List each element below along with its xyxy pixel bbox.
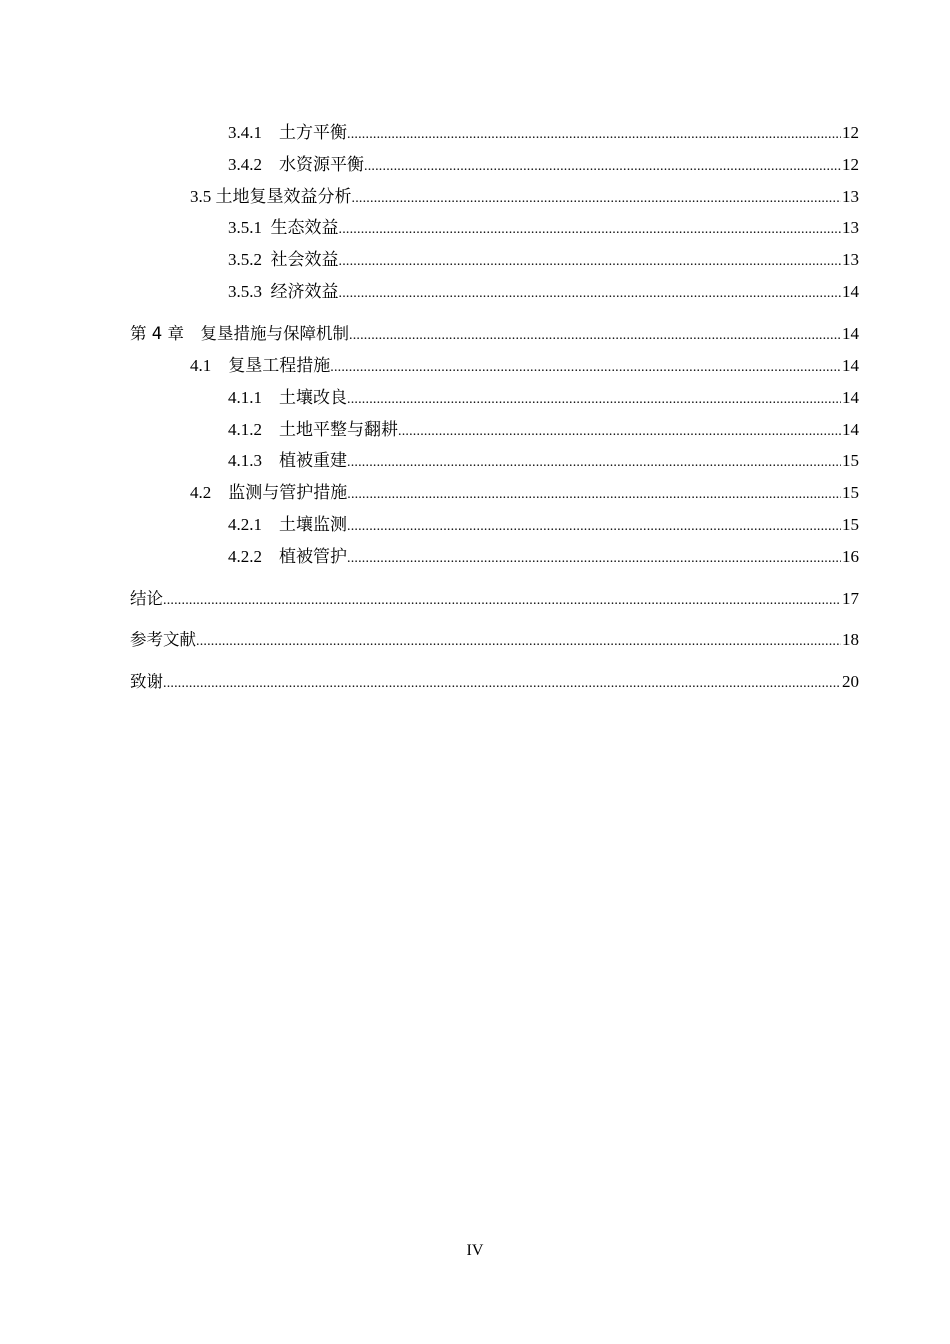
toc-dot-leader [196, 633, 841, 651]
toc-entry-page: 13 [842, 187, 859, 206]
toc-dot-leader [347, 391, 841, 409]
toc-entry-3-5-3[interactable] [228, 279, 859, 303]
toc-dot-leader [347, 126, 841, 144]
toc-entry-page: 14 [842, 388, 859, 407]
toc-entry-page: 14 [842, 420, 859, 439]
toc-entry-title: 3.5.2 社会效益 [228, 250, 339, 269]
toc-entry-page: 15 [842, 451, 859, 470]
toc-dot-leader [347, 518, 841, 536]
toc-entry-4-1-2[interactable] [228, 417, 859, 441]
toc-entry-page: 12 [842, 155, 859, 174]
toc-entry-chapter-4[interactable] [130, 321, 859, 345]
toc-entry-4-1-1[interactable] [228, 385, 859, 409]
toc-dot-leader [364, 158, 841, 176]
toc-dot-leader [352, 190, 842, 208]
toc-entry-title: 3.4.1 土方平衡 [228, 123, 347, 142]
toc-entry-conclusion[interactable] [130, 586, 859, 610]
toc-entry-title: 4.1 复垦工程措施 [190, 356, 331, 375]
toc-entry-title: 3.5 土地复垦效益分析 [190, 187, 352, 206]
toc-entry-4-2[interactable] [190, 480, 859, 504]
toc-entry-title: 4.1.2 土地平整与翻耕 [228, 420, 398, 439]
toc-entry-4-1[interactable] [190, 353, 859, 377]
toc-entry-page: 15 [842, 515, 859, 534]
toc-entry-title: 3.4.2 水资源平衡 [228, 155, 364, 174]
toc-entry-title: 3.5.3 经济效益 [228, 282, 339, 301]
toc-entry-title: 4.1.3 植被重建 [228, 451, 347, 470]
toc-entry-title: 致谢 [130, 672, 163, 691]
toc-dot-leader [349, 327, 841, 345]
toc-entry-page: 14 [842, 282, 859, 301]
toc-dot-leader [163, 592, 841, 610]
toc-entry-title: 4.2.2 植被管护 [228, 547, 347, 566]
toc-entry-page: 15 [842, 483, 859, 502]
toc-entry-4-2-2[interactable] [228, 544, 859, 568]
toc-dot-leader [339, 221, 842, 239]
toc-entry-page: 14 [842, 324, 859, 343]
toc-entry-title: 3.5.1 生态效益 [228, 218, 339, 237]
toc-entry-page: 13 [842, 250, 859, 269]
toc-entry-page: 14 [842, 356, 859, 375]
toc-entry-title: 结论 [130, 589, 163, 608]
toc-dot-leader [347, 454, 841, 472]
toc-entry-title: 4.2 监测与管护措施 [190, 483, 348, 502]
toc-entry-title: 4.1.1 土壤改良 [228, 388, 347, 407]
page-number: IV [466, 1242, 484, 1259]
toc-entry-page: 13 [842, 218, 859, 237]
toc-dot-leader [347, 550, 841, 568]
toc-entry-3-5-1[interactable] [228, 215, 859, 239]
toc-entry-3-5-2[interactable] [228, 247, 859, 271]
toc-entry-3-4-1[interactable] [228, 120, 859, 144]
toc-entry-3-4-2[interactable] [228, 152, 859, 176]
toc-dot-leader [339, 253, 842, 271]
toc-entry-title: 第 4 章 复垦措施与保障机制 [130, 324, 349, 343]
toc-entry-page: 17 [842, 589, 859, 608]
toc-entry-acknowledgements[interactable] [130, 669, 859, 693]
toc-entry-title: 4.2.1 土壤监测 [228, 515, 347, 534]
toc-entry-page: 12 [842, 123, 859, 142]
toc-dot-leader [398, 423, 841, 441]
toc-entry-page: 18 [842, 630, 859, 649]
toc-entry-references[interactable] [130, 627, 859, 651]
toc-entry-title: 参考文献 [130, 630, 196, 649]
toc-entry-page: 20 [842, 672, 859, 691]
toc-entry-4-2-1[interactable] [228, 512, 859, 536]
toc-entry-page: 16 [842, 547, 859, 566]
toc-entry-4-1-3[interactable] [228, 448, 859, 472]
toc-dot-leader [347, 486, 841, 504]
toc-dot-leader [163, 675, 841, 693]
toc-dot-leader [330, 359, 841, 377]
toc-dot-leader [339, 285, 842, 303]
toc-entry-3-5[interactable] [190, 184, 859, 208]
